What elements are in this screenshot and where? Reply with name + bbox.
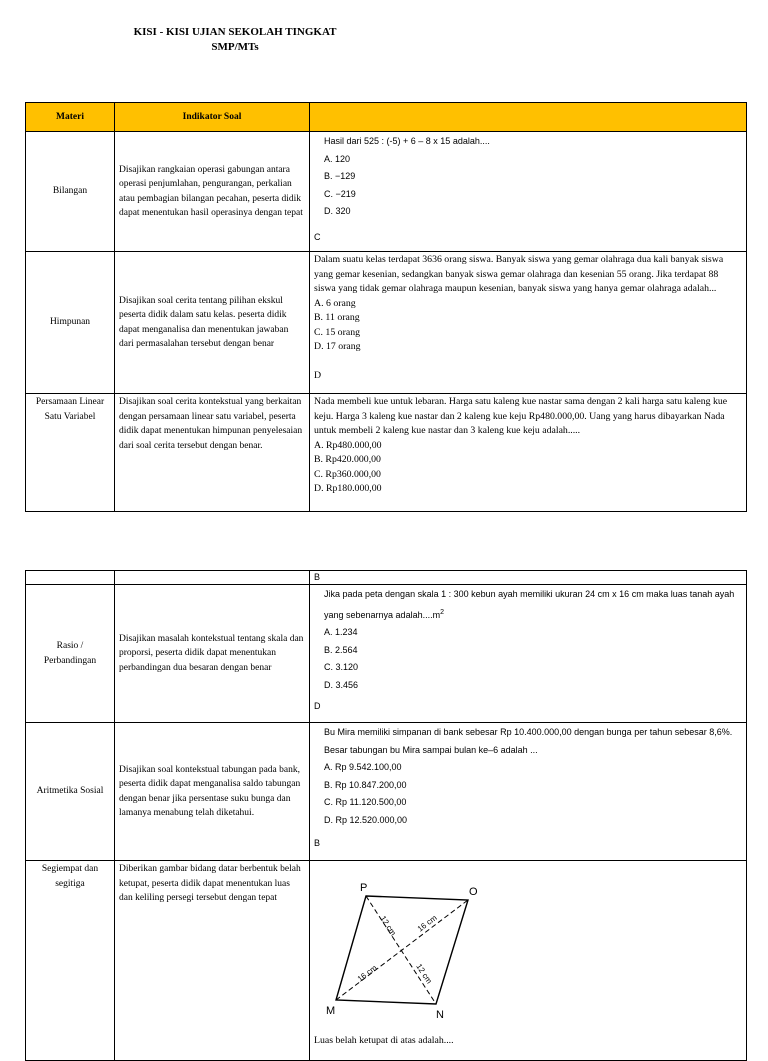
kisi-table-1 [25, 102, 747, 512]
option-b: B. 11 orang [314, 312, 360, 323]
cell-indikator: Disajikan soal kontekstual tabungan pada bank, peserta didik dapat menganalisa saldo tabungan dengan benar jika persentase suku bunga dan lamanya menabung telah diketahui. [115, 723, 310, 861]
cell-indikator-empty [115, 571, 310, 585]
cell-indikator: Disajikan masalah kontekstual tentang skala dan proporsi, peserta didik dapat menentukan perbandingan dua besaran dengan benar [115, 585, 310, 723]
cell-indikator: Disajikan soal cerita tentang pilihan ekskul peserta didik dalam satu kelas. peserta didik dapat menganalisa dan menentukan jawaban dari permasalahan tersebut dengan benar [115, 252, 310, 394]
option-a: A. Rp480.000,00 [314, 439, 382, 451]
option-d: D. 3.456 [324, 679, 359, 690]
table-row [26, 585, 747, 723]
cell-soal [310, 585, 747, 723]
table-row [26, 132, 747, 252]
cell-materi: Bilangan [26, 132, 115, 252]
rhombus-figure [322, 880, 492, 1030]
cell-materi: Aritmetika Sosial [26, 723, 115, 861]
option-c: C. 3.120 [324, 662, 359, 672]
option-b: B. 2.564 [324, 644, 358, 655]
cell-indikator: Disajikan soal cerita kontekstual yang berkaitan dengan persamaan linear satu variabel, peserta didik dapat menentukan himpunan penyelesaian dari soal cerita tersebut dengan benar. [115, 394, 310, 512]
question-superscript: 2 [440, 608, 444, 616]
cell-indikator: Disajikan rangkaian operasi gabungan antara operasi penjumlahan, pengurangan, perkalian atau pembagian bilangan pecahan, peserta didik dapat menentukan hasil operasinya dengan tepat [115, 132, 310, 252]
cell-materi: Rasio / Perbandingan [26, 585, 115, 723]
table-row [26, 861, 747, 1061]
header-indikator: Indikator Soal [115, 103, 310, 132]
vertex-o: O [469, 886, 478, 898]
question-text: Dalam suatu kelas terdapat 3636 orang siswa. Banyak siswa yang gemar olahraga dua kali banyak siswa yang gemar kesenian, sedangkan banyak siswa gemar olahraga dan kesenian 55 orang. Jika terdapat 88 siswa yang tidak gemar olahraga maupun kesenian, banyak siswa yang hanya gemar olahraga adalah... [314, 254, 724, 294]
diagonal-mo [336, 900, 468, 1000]
header-materi: Materi [26, 103, 115, 132]
document-title-line2: SMP/MTs [211, 41, 259, 53]
cell-materi-empty [26, 571, 115, 585]
option-d: D. 320 [324, 206, 351, 216]
cell-soal [310, 723, 747, 861]
option-c: C. Rp360.000,00 [314, 468, 381, 480]
question-text: Nada membeli kue untuk lebaran. Harga satu kaleng kue nastar sama dengan 2 kali harga satu kaleng kue keju. Harga 3 kaleng kue nastar dan 2 kaleng kue keju Rp480.000,00. Uang yang harus dibayarkan Nada untuk membeli 2 kaleng kue nastar dan 3 kaleng kue keju adalah..... [314, 396, 728, 436]
document-title-line1: KISI - KISI UJIAN SEKOLAH TINGKAT [133, 26, 337, 38]
diag-label-mo-bottom: 16 cm [355, 963, 379, 984]
option-d: D. Rp 12.520.000,00 [324, 814, 408, 825]
question-text [314, 586, 742, 624]
cell-materi: Segiempat dan segitiga [26, 861, 115, 1061]
table-row [26, 252, 747, 394]
vertex-m: M [326, 1005, 336, 1017]
vertex-n: N [436, 1009, 444, 1021]
option-b: B. Rp 10.847.200,00 [324, 779, 407, 790]
table-row [26, 723, 747, 861]
question-main: Jika pada peta dengan skala 1 : 300 kebun ayah memiliki ukuran 24 cm x 16 cm maka luas tanah ayah yang sebenarnya adalah....m [324, 589, 735, 620]
option-b: B. −129 [324, 171, 356, 181]
cell-soal [310, 861, 747, 1061]
answer-key: D [314, 701, 321, 711]
table-header-row [26, 103, 747, 132]
option-a: A. 1.234 [324, 627, 358, 637]
option-b: B. Rp420.000,00 [314, 454, 381, 465]
header-soal [310, 103, 747, 132]
option-d: D. 17 orang [314, 341, 361, 352]
vertex-p: P [360, 882, 368, 894]
diag-label-pn-top: 12 cm [378, 914, 398, 938]
cell-soal [310, 394, 747, 512]
table-row [26, 571, 747, 585]
answer-key: D [314, 369, 322, 381]
diagonal-pn [366, 896, 436, 1004]
option-c: C. 15 orang [314, 326, 360, 338]
cell-soal [310, 252, 747, 394]
answer-key: B [314, 838, 321, 848]
option-a: A. 6 orang [314, 297, 356, 309]
diag-label-pn-bottom: 12 cm [414, 962, 434, 986]
cell-soal [310, 132, 747, 252]
option-a: A. 120 [324, 153, 351, 164]
option-c: C. Rp 11.120.500,00 [324, 797, 407, 807]
question-text: Luas belah ketupat di atas adalah.... [314, 1035, 454, 1046]
cell-materi: Himpunan [26, 252, 115, 394]
option-a: A. Rp 9.542.100,00 [324, 762, 402, 772]
answer-key: B [310, 571, 747, 585]
question-text: Bu Mira memiliki simpanan di bank sebesar Rp 10.400.000,00 dengan bunga per tahun sebesar 8,6%. Besar tabungan bu Mira sampai bulan ke–6 adalah ... [324, 727, 733, 755]
option-c: C. −219 [324, 188, 356, 199]
kisi-table-2 [25, 570, 747, 1061]
cell-materi: Persamaan Linear Satu Variabel [26, 394, 115, 512]
question-text: Hasil dari 525 : (-5) + 6 – 8 x 15 adalah.... [324, 136, 490, 146]
diag-label-mo-top: 16 cm [415, 913, 439, 934]
table-row [26, 394, 747, 512]
option-d: D. Rp180.000,00 [314, 483, 382, 494]
answer-key: C [314, 231, 321, 242]
cell-indikator: Diberikan gambar bidang datar berbentuk belah ketupat, peserta didik dapat menentukan luas dan keliling persegi tersebut dengan tepat [115, 861, 310, 1061]
